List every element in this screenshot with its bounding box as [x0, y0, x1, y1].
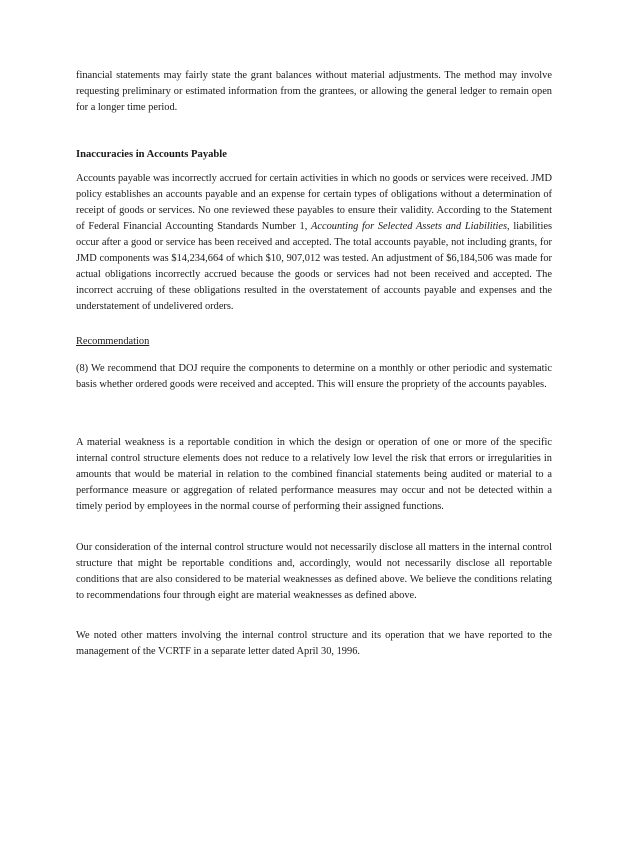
accounts-payable-text-end: , liabilities occur after a good or service has been received and accepted. The total accounts payable, not including grants, for JMD components was $14,234,664 of which $10, 907,012 was tested. An adjustment of $6,184,506 was made for actual obligations incorrectly accrued because the goods or services had not been received and accepted. The incorrect accruing of these obligations resulted in the overstatement of accounts payable and expenses and the understatement of undelivered orders.: [76, 221, 552, 312]
continuation-paragraph: financial statements may fairly state the grant balances without material adjustments. The method may involve requesting preliminary or estimated information from the grantees, or allowing the general ledger to remain open for a longer time period.: [76, 70, 552, 113]
accounts-payable-text-start: Accounts payable was incorrectly accrued for certain activities in which no goods or services were received. JMD policy establishes an accounts payable and an expense for certain types of obligations without a determination of receipt of goods or services. No one reviewed these payables to ensure their validity. According to the Statement of Federal Financial Accounting Standards Number 1,: [76, 173, 552, 232]
material-weakness-paragraph: A material weakness is a reportable condition in which the design or operation of one or more of the specific internal control structure elements does not reduce to a relatively low level the risk that errors or irregularities in amounts that would be material in relation to the combined financial statements being audited or material to a performance measure or aggregation of related performance measures may occur and not be detected within a timely period by employees in the normal course of performing their assigned functions.: [76, 437, 552, 512]
standard-title: Accounting for Selected Assets and Liabilities: [311, 221, 508, 232]
accounts-payable-paragraph: [76, 171, 552, 315]
consideration-paragraph: Our consideration of the internal control structure would not necessarily disclose all matters in the internal control structure that might be reportable conditions and, accordingly, would not necessarily disclose all reportable conditions that are also considered to be material weaknesses as defined above. We believe the conditions relating to recommendations four through eight are material weaknesses as defined above.: [76, 542, 552, 601]
other-matters-paragraph: We noted other matters involving the internal control structure and its operation that we have reported to the management of the VCRTF in a separate letter dated April 30, 1996.: [76, 630, 552, 657]
recommendation-heading: Recommendation: [76, 336, 150, 347]
recommendation-paragraph: (8) We recommend that DOJ require the components to determine on a monthly or other periodic and systematic basis whether ordered goods were received and accepted. This will ensure the propriety of the accounts payables.: [76, 363, 552, 390]
section-heading: Inaccuracies in Accounts Payable: [76, 149, 227, 160]
